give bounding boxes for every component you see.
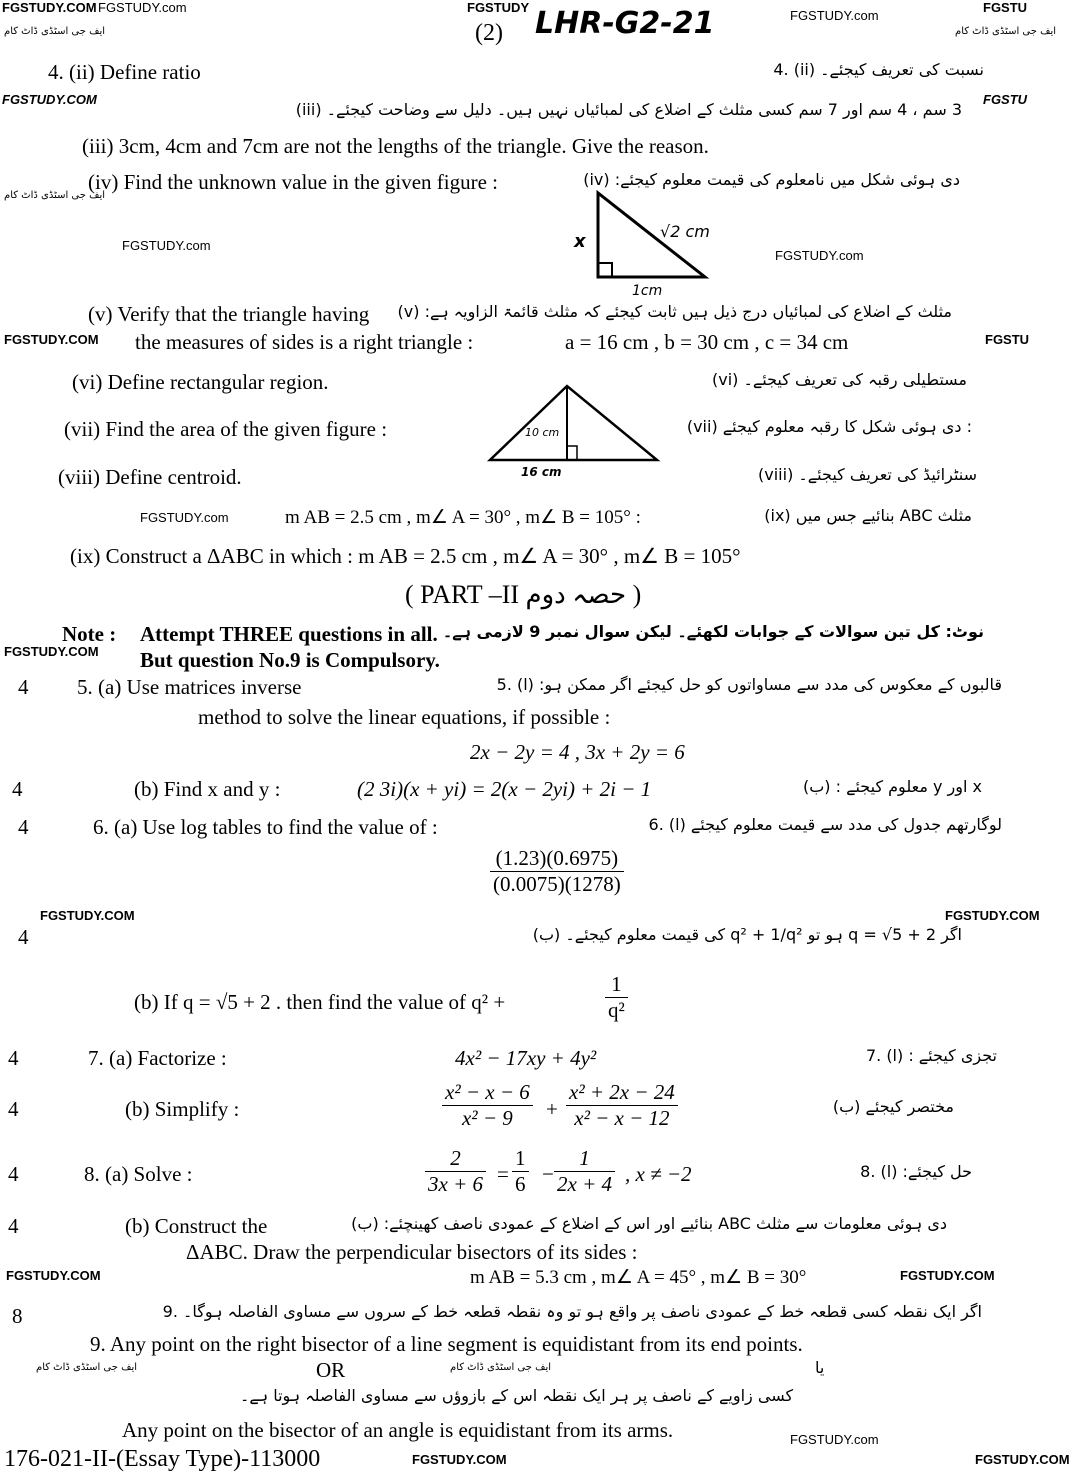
q8-b-values: m AB = 5.3 cm , m∠ A = 45° , m∠ B = 30°: [470, 1267, 807, 1288]
q6-b-en: (b) If q = √5 + 2 . then find the value of q² +: [134, 990, 506, 1014]
watermark: FGSTU: [985, 332, 1030, 347]
or-label: OR: [316, 1358, 346, 1382]
note-label: Note :: [62, 622, 117, 646]
q9-ur2: کسی زاویے کے ناصف پر ہر ایک نقطہ اس کے بازوؤں سے مساوی الفاصلہ ہوتا ہے۔: [240, 1386, 794, 1405]
q4-v-en1: (v) Verify that the triangle having: [88, 302, 370, 326]
watermark: FGSTUDY.COM: [2, 92, 97, 107]
q8-a-fraction-3: [554, 1146, 615, 1197]
watermark: FGSTUDY.com: [790, 8, 879, 23]
watermark-urdu: ایف جی اسٹڈی ڈاٹ کام: [36, 1362, 138, 1373]
q5-a-ur: قالبوں کے معکوس کی مدد سے مساواتوں کو حل کیجئے اگر ممکن ہو: (ا) .5: [496, 675, 1002, 694]
label-base: 1cm: [632, 283, 663, 299]
watermark-urdu: ایف جی اسٹڈی ڈاٹ کام: [4, 26, 106, 37]
q8-a-fraction-1: [425, 1146, 486, 1197]
q5-b-equation: (2 3i)(x + yi) = 2(x − 2yi) + 2i − 1: [357, 777, 652, 801]
q8-a-condition: , x ≠ −2: [625, 1162, 692, 1186]
right-triangle-figure: [560, 185, 730, 300]
q7-b-en: (b) Simplify :: [125, 1097, 240, 1121]
denominator: 6: [515, 1172, 526, 1196]
q5-a-en1: 5. (a) Use matrices inverse: [77, 675, 302, 699]
note-line1: Attempt THREE questions in all.: [140, 622, 438, 646]
watermark: FGSTUDY.com: [122, 238, 211, 253]
q4-ii-ur: نسبت کی تعریف کیجئے۔ (ii) .4: [773, 60, 984, 79]
numerator: 1: [605, 972, 628, 998]
plus-sign: +: [546, 1097, 558, 1121]
q9-en2: Any point on the bisector of an angle is equidistant from its arms.: [122, 1418, 674, 1442]
q7-b-fraction-1: [442, 1080, 533, 1131]
q4-iii-en: (iii) 3cm, 4cm and 7cm are not the lengths of the triangle. Give the reason.: [82, 134, 709, 158]
marks: 4: [12, 777, 23, 801]
label-height: 10 cm: [525, 426, 560, 439]
watermark: FGSTUDY.com: [98, 0, 187, 15]
watermark: FGSTUDY.COM: [945, 908, 1040, 923]
denominator: 2x + 4: [557, 1172, 612, 1196]
part-title: ( PART –II حصہ دوم ): [405, 580, 642, 609]
q5-b-ur: x اور y معلوم کیجئے : (ب): [802, 777, 982, 796]
numerator: (1.23)(0.6975): [490, 846, 624, 872]
paper-code: 176-021-II-(Essay Type)-113000: [4, 1446, 321, 1472]
marks: 4: [8, 1162, 19, 1186]
marks: 4: [18, 815, 29, 839]
q4-ix-ur: مثلث ABC بنائیے جس میں (ix): [764, 506, 972, 525]
watermark: FGSTUDY.COM: [4, 332, 99, 347]
q5-a-en2: method to solve the linear equations, if possible :: [198, 705, 611, 729]
minus-sign: −: [542, 1162, 554, 1186]
q4-ii-en: 4. (ii) Define ratio: [48, 60, 201, 84]
q6-a-en: 6. (a) Use log tables to find the value of :: [93, 815, 438, 839]
q4-iv-ur: دی ہوئی شکل میں نامعلوم کی قیمت معلوم کیجئے: (iv): [583, 170, 960, 189]
watermark: FGSTUDY.COM: [412, 1452, 507, 1467]
q9-en1: 9. Any point on the right bisector of a line segment is equidistant from its end points.: [90, 1332, 803, 1356]
label-x: x: [574, 231, 586, 252]
watermark: FGSTUDY.com: [790, 1432, 879, 1447]
q8-b-en1: (b) Construct the: [125, 1214, 268, 1238]
numerator: 1: [512, 1146, 529, 1172]
watermark-urdu: ایف جی اسٹڈی ڈاٹ کام: [955, 26, 1057, 37]
or-urdu: یا: [815, 1358, 825, 1377]
watermark: FGSTUDY.COM: [4, 644, 99, 659]
q7-b-fraction-2: [566, 1080, 678, 1131]
handwritten-code: LHR-G2-21: [535, 6, 715, 41]
q7-a-expression: 4x² − 17xy + 4y²: [455, 1046, 597, 1070]
note-urdu: نوٹ: کل تین سوالات کے جوابات لکھئے۔ لیکن سوال نمبر 9 لازمی ہے۔: [442, 622, 984, 641]
denominator: q²: [608, 998, 625, 1022]
q8-b-en2: ΔABC. Draw the perpendicular bisectors of its sides :: [186, 1240, 638, 1264]
watermark: FGSTUDY.COM: [975, 1452, 1070, 1467]
denominator: (0.0075)(1278): [493, 872, 621, 896]
q7-b-ur: مختصر کیجئے (ب): [832, 1097, 954, 1116]
numerator: x² + 2x − 24: [566, 1080, 678, 1106]
q4-viii-ur: سنٹرائیڈ کی تعریف کیجئے۔ (viii): [758, 465, 977, 484]
q6-a-fraction: [490, 846, 624, 897]
marks: 4: [18, 675, 29, 699]
marks: 4: [8, 1214, 19, 1238]
q6-a-ur: لوگارتھم جدول کی مدد سے قیمت معلوم کیجئے (ا) .6: [648, 815, 1002, 834]
watermark: FGSTUDY.com: [140, 510, 229, 525]
q5-equations: 2x − 2y = 4 , 3x + 2y = 6: [470, 740, 685, 764]
marks: 4: [8, 1046, 19, 1070]
watermark: FGSTUDY.COM: [900, 1268, 995, 1283]
numerator: x² − x − 6: [442, 1080, 533, 1106]
q4-viii-en: (viii) Define centroid.: [58, 465, 242, 489]
label-hyp: √2 cm: [660, 222, 710, 241]
q4-iv-en: (iv) Find the unknown value in the given figure :: [88, 170, 499, 194]
watermark: FGSTU: [983, 92, 1028, 107]
denominator: 3x + 6: [428, 1172, 483, 1196]
q7-a-ur: تجزی کیجئے : (ا) .7: [865, 1046, 997, 1065]
watermark-urdu: ایف جی اسٹڈی ڈاٹ کام: [4, 190, 106, 201]
q8-a-ur: حل کیجئے: (ا) .8: [860, 1162, 972, 1181]
q4-ix-ur-values: m AB = 2.5 cm , m∠ A = 30° , m∠ B = 105° :: [285, 507, 641, 528]
watermark: FGSTUDY.com: [775, 248, 864, 263]
q4-vi-en: (vi) Define rectangular region.: [72, 370, 329, 394]
equals-sign: =: [497, 1162, 509, 1186]
marks: 4: [18, 925, 29, 949]
q4-ix-en: (ix) Construct a ΔABC in which : m AB = 2.5 cm , m∠ A = 30° , m∠ B = 105°: [70, 544, 741, 568]
watermark: FGSTU: [983, 0, 1028, 15]
q5-b-en: (b) Find x and y :: [134, 777, 281, 801]
q8-b-ur: دی ہوئی معلومات سے مثلث ABC بنائیے اور اس کے اضلاع کے عمودی ناصف کھینچئے: (ب): [351, 1214, 947, 1233]
q4-vi-ur: مستطیلی رقبہ کی تعریف کیجئے۔ (vi): [712, 370, 967, 389]
label-base: 16 cm: [521, 465, 562, 479]
watermark: FGSTUDY.COM: [40, 908, 135, 923]
marks: 4: [8, 1097, 19, 1121]
q4-vii-ur: : دی ہوئی شکل کا رقبہ معلوم کیجئے (vii): [686, 417, 972, 436]
denominator: x² − 9: [461, 1106, 513, 1130]
watermark: FGSTUDY: [467, 0, 530, 15]
note-line2: But question No.9 is Compulsory.: [140, 648, 440, 672]
q7-a-en: 7. (a) Factorize :: [88, 1046, 227, 1070]
q9-ur1: اگر ایک نقطہ کسی قطعہ خط کے عمودی ناصف پر واقع ہو تو وہ نقطہ قطعہ خط کے سروں سے مساوی الفاصلہ ہوگا۔ .9: [162, 1302, 982, 1321]
numerator: 1: [554, 1146, 615, 1172]
triangle-area-figure: [485, 380, 665, 480]
q4-iii-ur: 3 سم ، 4 سم اور 7 سم کسی مثلث کے اضلاع کی لمبائیاں نہیں ہیں۔ دلیل سے وضاحت کیجئے۔ (iii): [295, 100, 962, 119]
numerator: 2: [425, 1146, 486, 1172]
q6-b-fraction: [605, 972, 628, 1023]
denominator: x² − x − 12: [574, 1106, 670, 1130]
q8-a-en: 8. (a) Solve :: [84, 1162, 193, 1186]
q4-vii-en: (vii) Find the area of the given figure :: [64, 417, 388, 441]
page-number: (2): [475, 20, 503, 46]
watermark-urdu: ایف جی اسٹڈی ڈاٹ کام: [450, 1362, 552, 1373]
marks: 8: [12, 1304, 23, 1328]
q4-v-ur: مثلث کے اضلاع کی لمبائیاں درج ذیل ہیں ثابت کیجئے کہ مثلث قائمۃ الزاویہ ہے: (v): [397, 302, 952, 321]
watermark: FGSTUDY.COM: [6, 1268, 101, 1283]
q4-v-values: a = 16 cm , b = 30 cm , c = 34 cm: [565, 330, 849, 354]
q6-b-ur: اگر q = √5 + 2 ہو تو q² + 1/q² کی قیمت معلوم کیجئے۔ (ب): [532, 925, 962, 944]
q8-a-fraction-2: [512, 1146, 529, 1197]
q4-v-en2: the measures of sides is a right triangle :: [135, 330, 474, 354]
watermark: FGSTUDY.COM: [2, 0, 97, 15]
